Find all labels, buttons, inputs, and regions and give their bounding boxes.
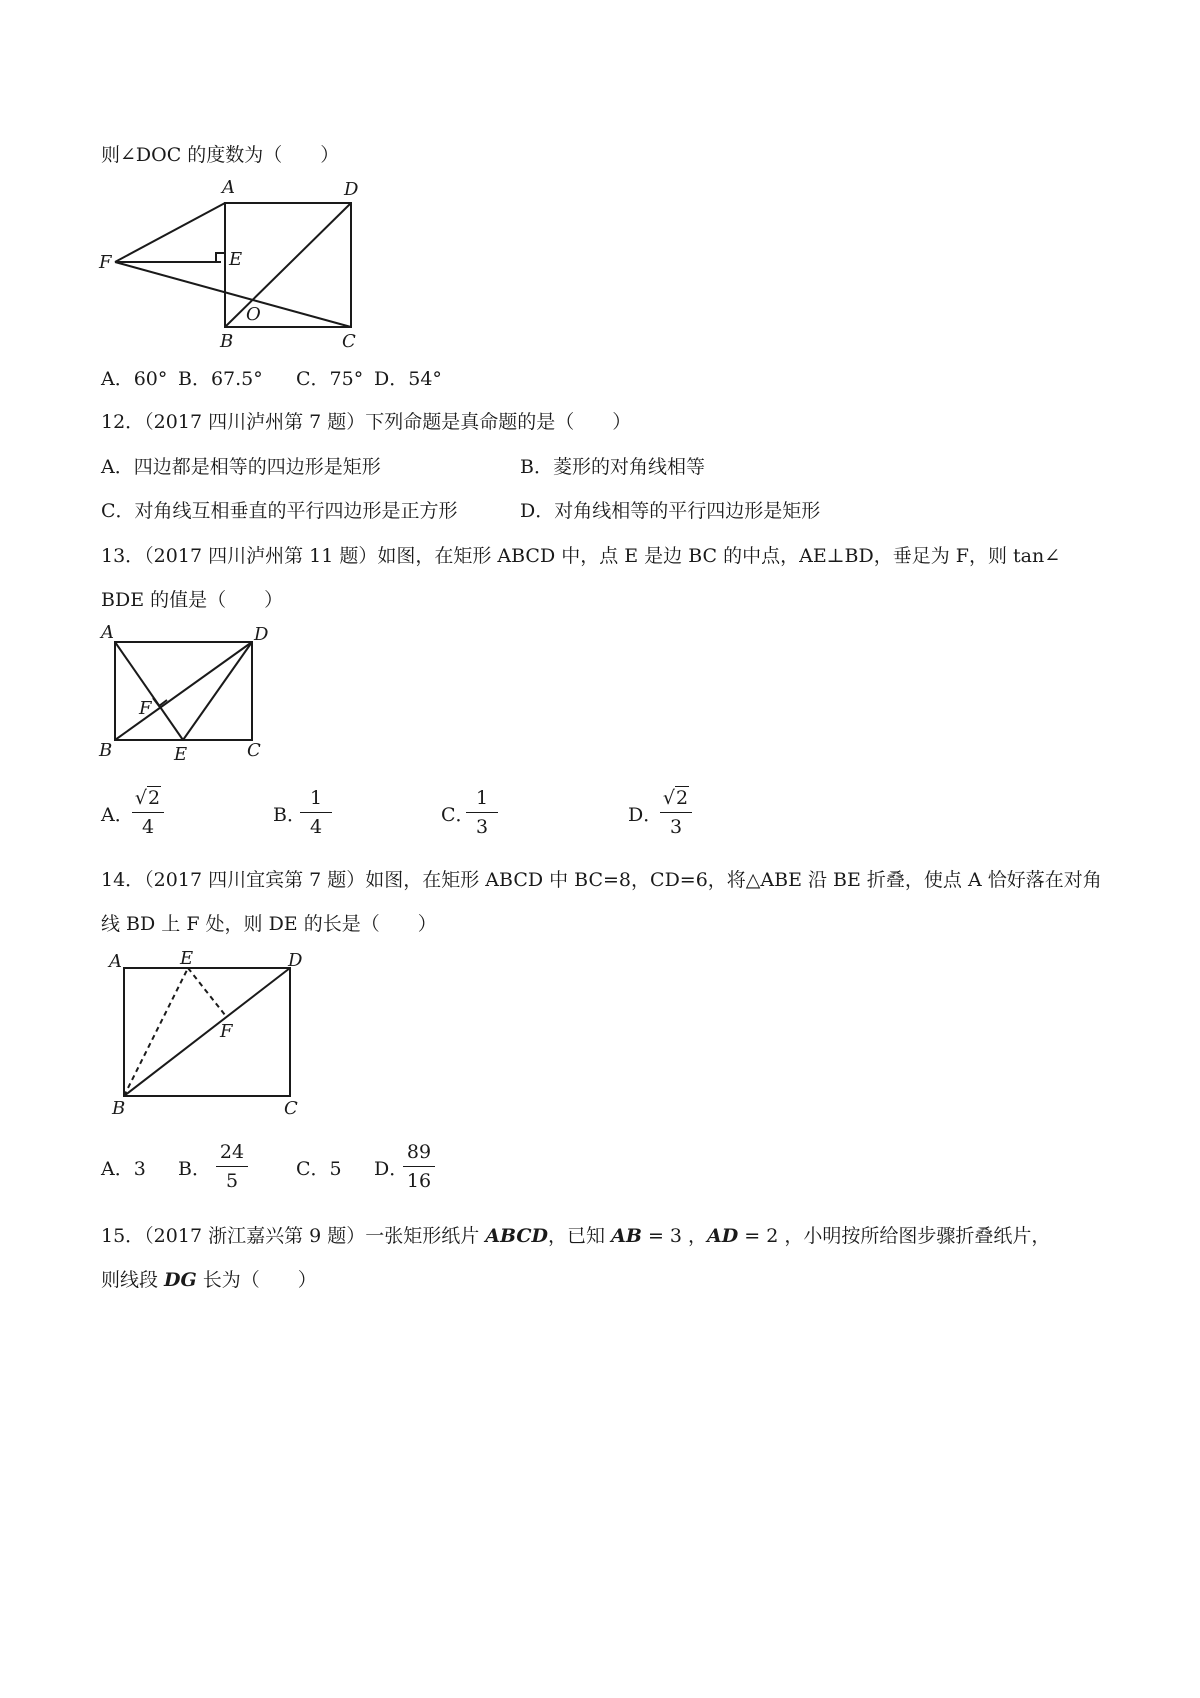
- q13-option-b-numerator: 1: [309, 787, 323, 809]
- q14-option-d-denominator: 16: [406, 1170, 432, 1192]
- q14-label-b: B: [112, 1098, 126, 1119]
- q15-math-dg: DG: [164, 1269, 197, 1291]
- q11-label-c: C: [342, 331, 356, 352]
- q13-option-a-numerator: √2: [134, 787, 161, 809]
- q15-math-ad: AD: [707, 1225, 739, 1247]
- q14-option-b-letter: B．: [178, 1158, 211, 1180]
- q12-option-b: B．菱形的对角线相等: [520, 456, 705, 478]
- q13-label-c: C: [247, 740, 261, 761]
- q14-option-b-fraction: [212, 1140, 252, 1193]
- q14-option-b-numerator: 24: [219, 1141, 245, 1163]
- q15-stem-line1: 15．（2017 浙江嘉兴第 9 题）一张矩形纸片 ABCD，已知 AB = 3 ，AD = 2 ，小明按所给图步骤折叠纸片，: [101, 1225, 1051, 1247]
- q13-option-a-denominator: 4: [141, 816, 155, 838]
- q13-option-c-fraction: [462, 786, 502, 839]
- q13-label-e: E: [174, 744, 188, 765]
- q11-option-c: C．75°: [296, 368, 364, 390]
- q14-option-b: [178, 1156, 211, 1182]
- q11-label-d: D: [344, 179, 359, 200]
- q14-label-a: A: [109, 951, 122, 972]
- q11-figure: [95, 175, 375, 355]
- q14-label-f: F: [220, 1021, 233, 1042]
- q11-label-a: A: [222, 177, 235, 198]
- q11-option-a: A．60°: [101, 368, 168, 390]
- q14-option-d-fraction: [399, 1140, 439, 1193]
- q15-stem-line2: 则线段 DG 长为（ ）: [101, 1269, 317, 1291]
- sqrt-icon: √: [662, 787, 675, 809]
- q13-option-d-fraction: [656, 786, 696, 839]
- q11-option-b: B．67.5°: [178, 368, 263, 390]
- q11-stem: 则∠DOC 的度数为（ ）: [101, 144, 340, 166]
- q11-label-b: B: [220, 331, 234, 352]
- q14-option-b-denominator: 5: [225, 1170, 239, 1192]
- q13-stem-line2: BDE 的值是（ ）: [101, 589, 284, 611]
- q13-option-d-letter: D．: [628, 804, 663, 826]
- q14-option-c: C．5: [296, 1158, 342, 1180]
- q12-stem: 12．（2017 四川泸州第 7 题）下列命题是真命题的是（ ）: [101, 411, 632, 433]
- q13-label-f: F: [139, 698, 152, 719]
- q13-option-a-letter: A．: [101, 804, 134, 826]
- q11-label-o: O: [246, 304, 261, 325]
- q13-option-a-fraction: [128, 786, 168, 839]
- q14-stem-line1: 14．（2017 四川宜宾第 7 题）如图，在矩形 ABCD 中 BC=8，CD=6，将△ABE 沿 BE 折叠，使点 A 恰好落在对角: [101, 869, 1102, 891]
- q13-label-b: B: [99, 740, 113, 761]
- q13-label-a: A: [101, 622, 114, 643]
- q11-label-f: F: [99, 252, 112, 273]
- q12-option-d: D．对角线相等的平行四边形是矩形: [520, 500, 821, 522]
- q13-option-b-fraction: [296, 786, 336, 839]
- q12-option-a: A．四边都是相等的四边形是矩形: [101, 456, 381, 478]
- q13-figure: [95, 620, 275, 770]
- q14-option-a: A．3: [101, 1158, 146, 1180]
- q13-option-c-letter: C．: [441, 804, 475, 826]
- q13-option-b-letter: B．: [273, 804, 306, 826]
- q14-option-d-numerator: 89: [406, 1141, 432, 1163]
- q11-option-d: D．54°: [374, 368, 442, 390]
- q14-option-d-letter: D．: [374, 1158, 409, 1180]
- q14-stem-line2: 线 BD 上 F 处，则 DE 的长是（ ）: [101, 913, 437, 935]
- q11-label-e: E: [229, 249, 243, 270]
- q15-math-ab: AB: [611, 1225, 642, 1247]
- q14-figure: [100, 943, 330, 1123]
- q14-label-c: C: [284, 1098, 298, 1119]
- q13-option-d-denominator: 3: [669, 816, 683, 838]
- q13-option-c-denominator: 3: [475, 816, 489, 838]
- q13-option-b-denominator: 4: [309, 816, 323, 838]
- sqrt-icon: √: [134, 787, 147, 809]
- q14-label-e: E: [180, 948, 194, 969]
- q15-math-abcd: ABCD: [485, 1225, 549, 1247]
- q13-option-c-numerator: 1: [475, 787, 489, 809]
- q12-option-c: C．对角线互相垂直的平行四边形是正方形: [101, 500, 458, 522]
- q14-label-d: D: [288, 950, 303, 971]
- q13-label-d: D: [254, 624, 269, 645]
- q13-stem-line1: 13．（2017 四川泸州第 11 题）如图，在矩形 ABCD 中，点 E 是边 BC 的中点，AE⊥BD，垂足为 F，则 tan∠: [101, 545, 1061, 567]
- q13-option-d-numerator: √2: [662, 787, 689, 809]
